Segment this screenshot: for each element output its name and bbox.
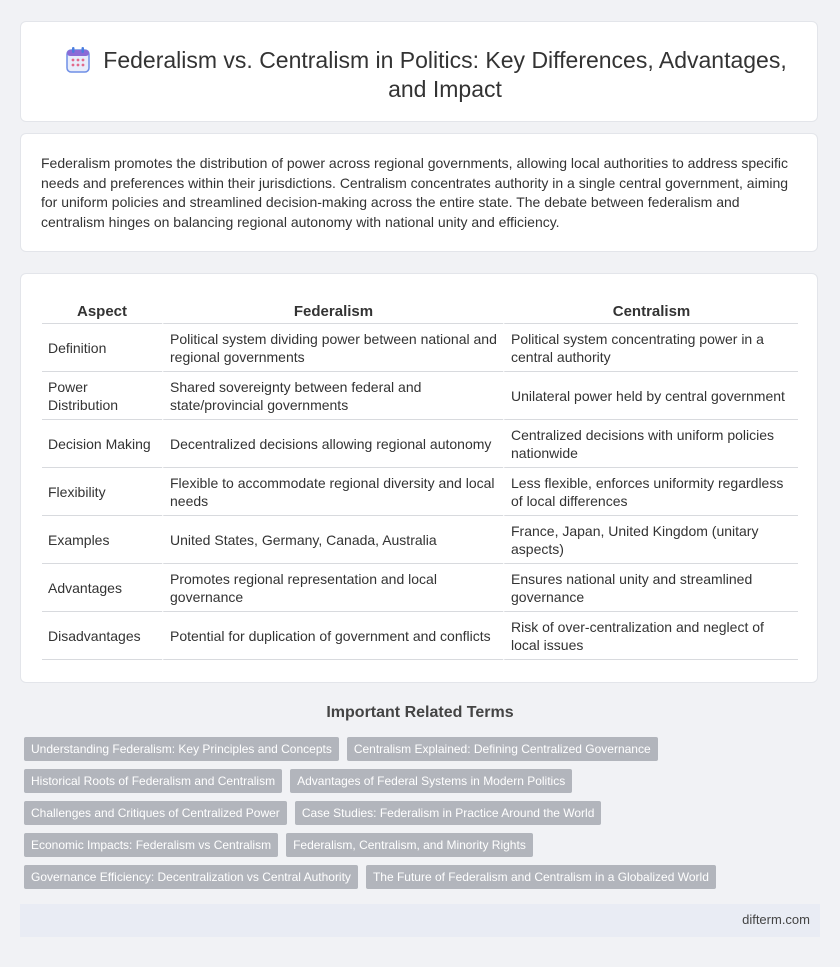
aspect-cell: Disadvantages — [42, 612, 162, 660]
table-row — [42, 516, 798, 564]
tag-row — [24, 801, 824, 833]
tag-row — [24, 769, 824, 801]
related-term-link[interactable]: Historical Roots of Federalism and Centralism — [24, 769, 282, 793]
federalism-cell: Decentralized decisions allowing regional autonomy — [162, 420, 503, 468]
centralism-cell: France, Japan, United Kingdom (unitary aspects) — [503, 516, 798, 564]
intro-card — [20, 133, 818, 252]
federalism-cell: Shared sovereignty between federal and state/provincial governments — [162, 372, 503, 420]
header-card — [20, 21, 818, 122]
calendar-icon — [65, 46, 91, 74]
related-term-link[interactable]: Case Studies: Federalism in Practice Around the World — [295, 801, 602, 825]
page-title: Federalism vs. Centralism in Politics: Key Differences, Advantages, and Impact — [103, 47, 787, 102]
table-row — [42, 612, 798, 660]
centralism-cell: Centralized decisions with uniform policies nationwide — [503, 420, 798, 468]
comparison-card — [20, 273, 818, 683]
table-row — [42, 564, 798, 612]
title-wrap — [65, 46, 805, 104]
table-row — [42, 324, 798, 372]
centralism-cell: Ensures national unity and streamlined governance — [503, 564, 798, 612]
related-term-link[interactable]: The Future of Federalism and Centralism in a Globalized World — [366, 865, 716, 889]
federalism-cell: Potential for duplication of government and conflicts — [162, 612, 503, 660]
intro-paragraph: Federalism promotes the distribution of power across regional governments, allowing local authorities to address specific needs and preferences within their jurisdictions. Centralism concentrates authority in a single central government, aiming for uniform policies and streamlined decision-making across the entire state. The debate between federalism and centralism hinges on balancing regional autonomy with national unity and efficiency. — [41, 155, 789, 230]
centralism-cell: Risk of over-centralization and neglect of local issues — [503, 612, 798, 660]
table-row — [42, 372, 798, 420]
federalism-cell: Promotes regional representation and local governance — [162, 564, 503, 612]
related-term-link[interactable]: Understanding Federalism: Key Principles and Concepts — [24, 737, 339, 761]
tag-row — [24, 833, 824, 865]
comparison-table — [42, 294, 798, 660]
related-terms-list — [24, 737, 824, 897]
tag-row — [24, 737, 824, 769]
related-term-link[interactable]: Advantages of Federal Systems in Modern Politics — [290, 769, 572, 793]
footer-domain: difterm.com — [742, 912, 810, 927]
related-term-link[interactable]: Economic Impacts: Federalism vs Centralism — [24, 833, 278, 857]
centralism-cell: Less flexible, enforces uniformity regardless of local differences — [503, 468, 798, 516]
related-term-link[interactable]: Challenges and Critiques of Centralized Power — [24, 801, 287, 825]
table-row — [42, 420, 798, 468]
header-aspect: Aspect — [42, 294, 162, 324]
aspect-cell: Flexibility — [42, 468, 162, 516]
related-term-link[interactable]: Centralism Explained: Defining Centralized Governance — [347, 737, 658, 761]
aspect-cell: Advantages — [42, 564, 162, 612]
table-row — [42, 468, 798, 516]
aspect-cell: Examples — [42, 516, 162, 564]
federalism-cell: Political system dividing power between national and regional governments — [162, 324, 503, 372]
aspect-cell: Power Distribution — [42, 372, 162, 420]
centralism-cell: Unilateral power held by central government — [503, 372, 798, 420]
aspect-cell: Definition — [42, 324, 162, 372]
tag-row — [24, 865, 824, 897]
related-term-link[interactable]: Governance Efficiency: Decentralization vs Central Authority — [24, 865, 358, 889]
centralism-cell: Political system concentrating power in a central authority — [503, 324, 798, 372]
federalism-cell: Flexible to accommodate regional diversity and local needs — [162, 468, 503, 516]
footer-bar — [20, 904, 820, 937]
aspect-cell: Decision Making — [42, 420, 162, 468]
header-centralism: Centralism — [503, 294, 798, 324]
federalism-cell: United States, Germany, Canada, Australia — [162, 516, 503, 564]
header-federalism: Federalism — [162, 294, 503, 324]
related-term-link[interactable]: Federalism, Centralism, and Minority Rights — [286, 833, 533, 857]
related-terms-title: Important Related Terms — [326, 704, 514, 721]
table-header-row — [42, 294, 798, 324]
